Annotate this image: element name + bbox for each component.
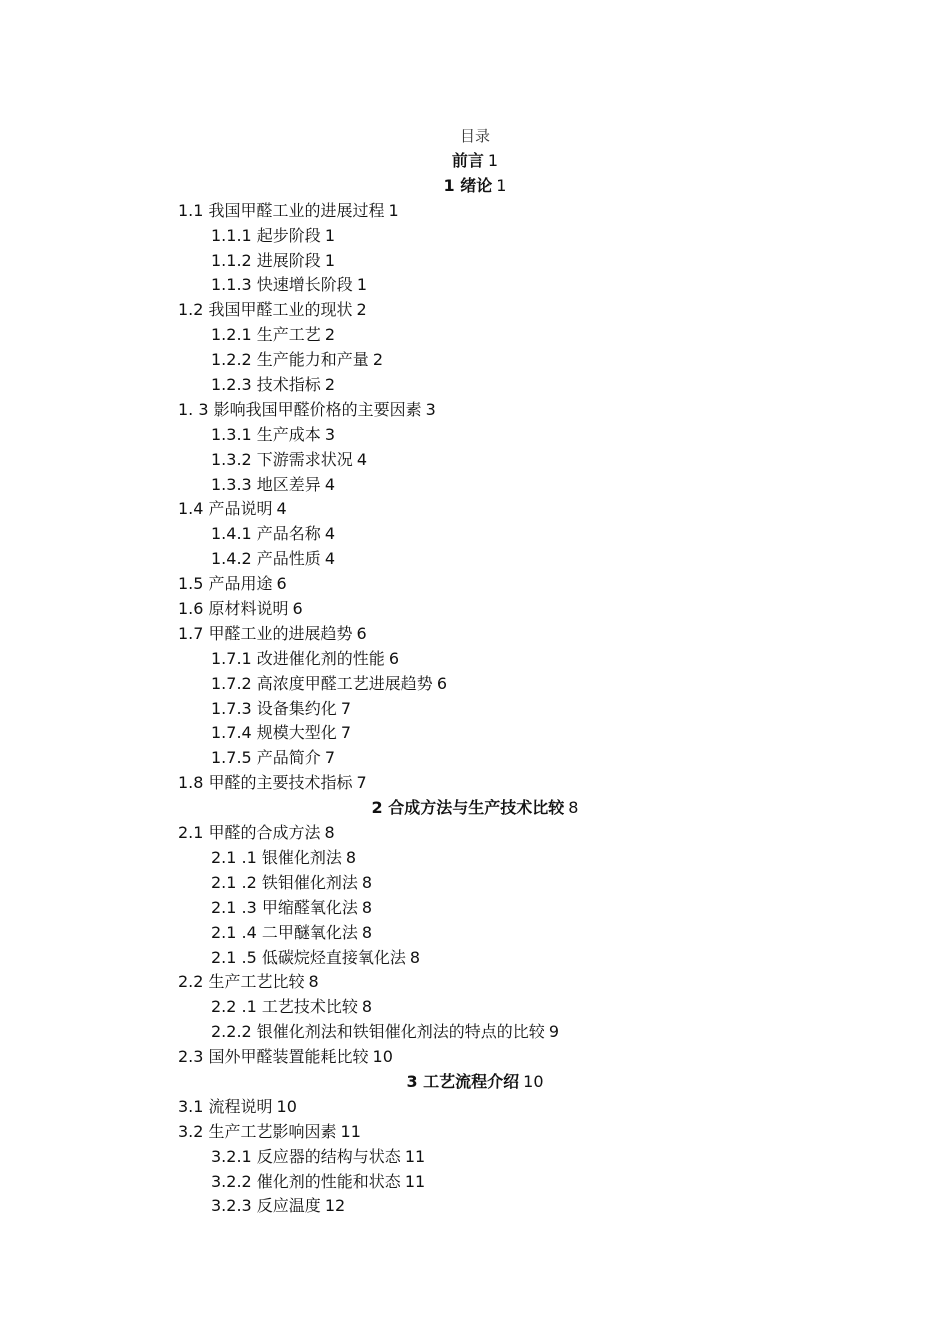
toc-entry[interactable] bbox=[0, 871, 950, 896]
toc-entry[interactable] bbox=[0, 647, 950, 672]
toc-entry-title: 3.2.2 催化剂的性能和状态 bbox=[211, 1171, 401, 1191]
toc-entry[interactable] bbox=[0, 746, 950, 771]
toc-entry-page-number: 4 bbox=[324, 474, 335, 494]
toc-entry-title: 2.1 甲醛的合成方法 bbox=[178, 823, 321, 843]
toc-entry[interactable] bbox=[0, 448, 950, 473]
toc-entry-page-number: 4 bbox=[324, 524, 335, 544]
toc-entry[interactable] bbox=[0, 697, 950, 722]
toc-entry-page-number: 1 bbox=[388, 200, 399, 220]
toc-entry-page-number: 7 bbox=[340, 723, 351, 743]
toc-entry-title: 2.1 .2 铁钼催化剂法 bbox=[211, 872, 358, 892]
toc-entry[interactable] bbox=[0, 1120, 950, 1145]
toc-entry-title: 1.1.1 起步阶段 bbox=[211, 225, 321, 245]
toc-entry-page-number: 7 bbox=[356, 773, 367, 793]
toc-entry-title: 1.4 产品说明 bbox=[178, 499, 273, 519]
toc-entry-page-number: 4 bbox=[276, 499, 287, 519]
toc-entry[interactable] bbox=[0, 522, 950, 547]
toc-entry[interactable] bbox=[0, 946, 950, 971]
toc-entry-page-number: 7 bbox=[340, 698, 351, 718]
toc-entry-title: 2.3 国外甲醛装置能耗比较 bbox=[178, 1047, 369, 1067]
toc-entry-page-number: 10 bbox=[523, 1071, 544, 1091]
toc-entry-title: 3 工艺流程介绍 bbox=[406, 1071, 520, 1091]
toc-entry-title: 1 绪论 bbox=[443, 175, 493, 195]
toc-entry[interactable] bbox=[0, 398, 950, 423]
toc-entry-title: 1.1.3 快速增长阶段 bbox=[211, 275, 353, 295]
toc-entry[interactable] bbox=[0, 821, 950, 846]
toc-entry-page-number: 9 bbox=[548, 1022, 559, 1042]
toc-entry-title: 1.7.2 高浓度甲醛工艺进展趋势 bbox=[211, 673, 433, 693]
toc-entry[interactable] bbox=[0, 323, 950, 348]
toc-entry-title: 1.3.3 地区差异 bbox=[211, 474, 321, 494]
toc-entry-title: 3.2.3 反应温度 bbox=[211, 1196, 321, 1216]
toc-entry-title: 1.8 甲醛的主要技术指标 bbox=[178, 773, 353, 793]
toc-entry-page-number: 11 bbox=[340, 1121, 361, 1141]
toc-entry-title: 3.1 流程说明 bbox=[178, 1096, 273, 1116]
toc-entry-title: 1.2.3 技术指标 bbox=[211, 375, 321, 395]
toc-entry-title: 2.1 .3 甲缩醛氧化法 bbox=[211, 897, 358, 917]
toc-entry-title: 2.2 生产工艺比较 bbox=[178, 972, 305, 992]
toc-entry-title: 1.1.2 进展阶段 bbox=[211, 250, 321, 270]
toc-entry-page-number: 6 bbox=[292, 599, 303, 619]
toc-entry[interactable] bbox=[0, 771, 950, 796]
toc-entry-page-number: 8 bbox=[324, 823, 335, 843]
toc-entry-page-number: 10 bbox=[276, 1096, 297, 1116]
toc-entry-title: 3.2 生产工艺影响因素 bbox=[178, 1121, 337, 1141]
toc-entry-title: 1.4.2 产品性质 bbox=[211, 549, 321, 569]
toc-entry[interactable] bbox=[0, 298, 950, 323]
toc-entry-page-number: 2 bbox=[324, 375, 335, 395]
toc-entry[interactable] bbox=[0, 473, 950, 498]
toc-entry-title: 前言 bbox=[451, 151, 484, 170]
toc-entry[interactable] bbox=[0, 174, 950, 199]
toc-entry-title: 2.2.2 银催化剂法和铁钼催化剂法的特点的比较 bbox=[211, 1022, 545, 1042]
toc-entry-page-number: 1 bbox=[496, 175, 507, 195]
toc-entry[interactable] bbox=[0, 721, 950, 746]
toc-entry[interactable] bbox=[0, 597, 950, 622]
toc-entry-title: 1.3.2 下游需求状况 bbox=[211, 449, 353, 469]
toc-entry-page-number: 6 bbox=[436, 673, 447, 693]
toc-entry-title: 1.1 我国甲醛工业的进展过程 bbox=[178, 200, 385, 220]
toc-entry[interactable] bbox=[0, 1095, 950, 1120]
toc-entry[interactable] bbox=[0, 497, 950, 522]
toc-list bbox=[0, 149, 950, 1219]
toc-entry-title: 2.1 .1 银催化剂法 bbox=[211, 847, 342, 867]
toc-entry-title: 1.4.1 产品名称 bbox=[211, 524, 321, 544]
toc-entry-page-number: 11 bbox=[404, 1171, 426, 1191]
toc-entry[interactable] bbox=[0, 348, 950, 373]
toc-entry-page-number: 11 bbox=[404, 1146, 426, 1166]
toc-entry[interactable] bbox=[0, 224, 950, 249]
toc-entry-title: 1.5 产品用途 bbox=[178, 574, 273, 594]
toc-entry-page-number: 4 bbox=[356, 449, 367, 469]
toc-entry[interactable] bbox=[0, 995, 950, 1020]
toc-entry-title: 1. 3 影响我国甲醛价格的主要因素 bbox=[178, 399, 422, 419]
toc-entry-title: 1.3.1 生产成本 bbox=[211, 424, 321, 444]
toc-entry-page-number: 8 bbox=[361, 872, 373, 892]
toc-entry[interactable] bbox=[0, 921, 950, 946]
toc-entry-page-number: 8 bbox=[361, 997, 373, 1017]
toc-entry[interactable] bbox=[0, 970, 950, 995]
toc-entry-title: 2.1 .4 二甲醚氧化法 bbox=[211, 922, 358, 942]
toc-entry-page-number: 2 bbox=[356, 300, 367, 320]
toc-entry-page-number: 8 bbox=[345, 847, 357, 867]
toc-entry[interactable] bbox=[0, 1045, 950, 1070]
toc-entry-page-number: 6 bbox=[388, 648, 399, 668]
toc-entry-page-number: 3 bbox=[425, 399, 436, 419]
toc-entry-page-number: 10 bbox=[372, 1047, 393, 1067]
toc-entry-title: 2.2 .1 工艺技术比较 bbox=[211, 997, 358, 1017]
toc-entry[interactable] bbox=[0, 1145, 950, 1170]
toc-entry[interactable] bbox=[0, 199, 950, 224]
toc-entry-page-number: 2 bbox=[324, 325, 335, 345]
toc-entry[interactable] bbox=[0, 149, 950, 174]
toc-entry-page-number: 7 bbox=[324, 748, 335, 768]
toc-entry[interactable] bbox=[0, 672, 950, 697]
toc-entry-page-number: 6 bbox=[356, 623, 367, 643]
toc-entry[interactable] bbox=[0, 547, 950, 572]
toc-entry-page-number: 1 bbox=[356, 275, 367, 295]
toc-entry-title: 1.7.5 产品简介 bbox=[211, 748, 321, 768]
toc-entry-page-number: 12 bbox=[324, 1196, 346, 1216]
toc-entry-title: 2 合成方法与生产技术比较 bbox=[371, 798, 565, 818]
toc-entry-page-number: 2 bbox=[372, 350, 383, 370]
toc-entry-title: 2.1 .5 低碳烷烃直接氧化法 bbox=[211, 947, 406, 967]
toc-entry[interactable] bbox=[0, 373, 950, 398]
toc-entry-page-number: 3 bbox=[324, 424, 335, 444]
toc-entry-page-number: 1 bbox=[324, 250, 335, 270]
toc-entry[interactable] bbox=[0, 1020, 950, 1045]
toc-entry[interactable] bbox=[0, 1170, 950, 1195]
toc-entry-title: 1.2 我国甲醛工业的现状 bbox=[178, 300, 353, 320]
toc-entry-page-number: 1 bbox=[324, 225, 335, 245]
toc-title: 目录 bbox=[459, 127, 490, 145]
toc-entry-title: 1.7.4 规模大型化 bbox=[211, 723, 337, 743]
toc-entry-title: 1.2.2 生产能力和产量 bbox=[211, 350, 369, 370]
toc-entry-title: 3.2.1 反应器的结构与状态 bbox=[211, 1146, 401, 1166]
toc-entry[interactable] bbox=[0, 896, 950, 921]
toc-entry-page-number: 8 bbox=[361, 897, 373, 917]
toc-entry[interactable] bbox=[0, 622, 950, 647]
toc-entry-page-number: 1 bbox=[487, 151, 499, 170]
toc-entry[interactable] bbox=[0, 796, 950, 821]
toc-entry[interactable] bbox=[0, 846, 950, 871]
toc-entry-page-number: 8 bbox=[409, 947, 421, 967]
toc-entry-title: 1.7.3 设备集约化 bbox=[211, 698, 337, 718]
toc-entry-page-number: 4 bbox=[324, 549, 335, 569]
toc-entry-title: 1.2.1 生产工艺 bbox=[211, 325, 321, 345]
toc-entry[interactable] bbox=[0, 1194, 950, 1219]
toc-entry-page-number: 8 bbox=[308, 972, 319, 992]
toc-entry[interactable] bbox=[0, 572, 950, 597]
toc-entry-page-number: 8 bbox=[568, 798, 579, 818]
toc-entry-title: 1.7.1 改进催化剂的性能 bbox=[211, 648, 385, 668]
toc-entry[interactable] bbox=[0, 423, 950, 448]
toc-entry-page-number: 6 bbox=[276, 574, 287, 594]
toc-entry-page-number: 8 bbox=[361, 922, 373, 942]
toc-entry[interactable] bbox=[0, 1070, 950, 1095]
toc-entry[interactable] bbox=[0, 249, 950, 274]
toc-entry-title: 1.7 甲醛工业的进展趋势 bbox=[178, 623, 353, 643]
toc-entry[interactable] bbox=[0, 273, 950, 298]
toc-entry-title: 1.6 原材料说明 bbox=[178, 599, 289, 619]
